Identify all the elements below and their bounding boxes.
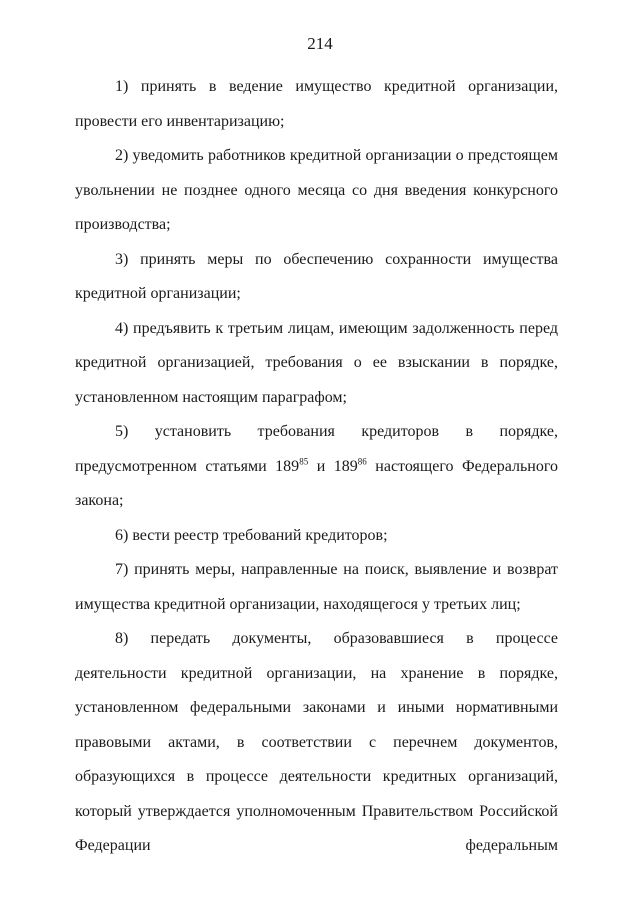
paragraph-item-4: 4) предъявить к третьим лицам, имеющим задолженность перед кредитной организацией, требования о ее взыскании в порядке, установленном настоящим параграфом; xyxy=(75,319,558,406)
paragraph-item-7: 7) принять меры, направленные на поиск, выявление и возврат имущества кредитной организации, находящегося у третьих лиц; xyxy=(75,561,558,613)
paragraph-item-3: 3) принять меры по обеспечению сохранности имущества кредитной организации; xyxy=(75,250,558,302)
paragraph-item-6: 6) вести реестр требований кредиторов; xyxy=(115,526,388,544)
paragraph-item-5-superscript-b: 86 xyxy=(357,456,367,467)
paragraph-item-5-text-b: и 189 xyxy=(308,457,358,475)
paragraph-item-5-superscript-a: 85 xyxy=(299,456,309,467)
page-number: 214 xyxy=(307,34,333,53)
paragraph-item-1: 1) принять в ведение имущество кредитной организации, провести его инвентаризацию; xyxy=(75,78,558,130)
paragraph-item-5 xyxy=(75,415,558,519)
paragraph-item-5-text-c: настоящего Федерального закона; xyxy=(75,457,559,509)
paragraph-item-5-text-a: 5) установить требования кредиторов в порядке, предусмотренном статьями 189 xyxy=(75,423,558,475)
paragraph-item-2: 2) уведомить работников кредитной организации о предстоящем увольнении не позднее одного месяца со дня введения конкурсного производства; xyxy=(75,147,558,233)
document-body xyxy=(75,70,558,864)
paragraph-item-8: 8) передать документы, образовавшиеся в процессе деятельности кредитной организации, на хранение в порядке, установленном федеральными законами и иными нормативными правовыми актами, в соответствии с перечнем документов, образующихся в процессе деятельности кредитных организаций, который утверждается уполномоченным Правительством Российской Федерации федеральным xyxy=(75,630,558,854)
